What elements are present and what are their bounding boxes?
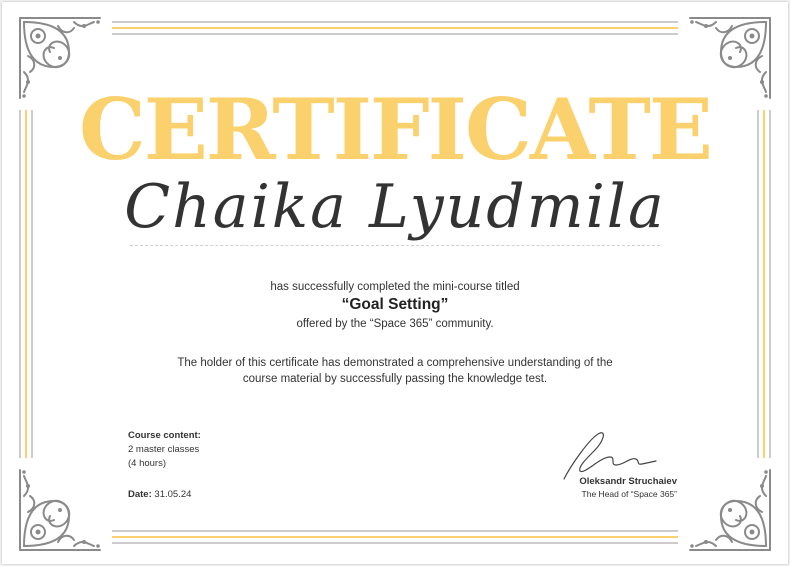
ornament-corner-bottom-right (684, 464, 776, 556)
certificate-description: The holder of this certificate has demonstrated a comprehensive understanding of the course material by successfully passing the knowledge test. (177, 357, 613, 385)
signer-role: The Head of “Space 365” (581, 489, 677, 499)
certificate-page (2, 2, 788, 564)
completed-text: has successfully completed the mini-course titled (270, 281, 520, 293)
offered-by-text: offered by the “Space 365” community. (296, 318, 494, 330)
date-block (128, 489, 191, 500)
course-content-heading: Course content: (128, 430, 201, 441)
date-value: 31.05.24 (154, 489, 192, 500)
signer-name: Oleksandr Struchaiev (579, 476, 677, 487)
date-label: Date: (128, 489, 152, 500)
course-content-line: (4 hours) (128, 458, 167, 469)
certificate-title: CERTIFICATE (79, 80, 711, 179)
recipient-name: Chaika Lyudmila (124, 172, 666, 242)
course-content-line: 2 master classes (128, 444, 200, 455)
course-content-block (128, 429, 201, 471)
course-title: “Goal Setting” (341, 296, 449, 313)
ornament-corner-bottom-left (14, 464, 106, 556)
